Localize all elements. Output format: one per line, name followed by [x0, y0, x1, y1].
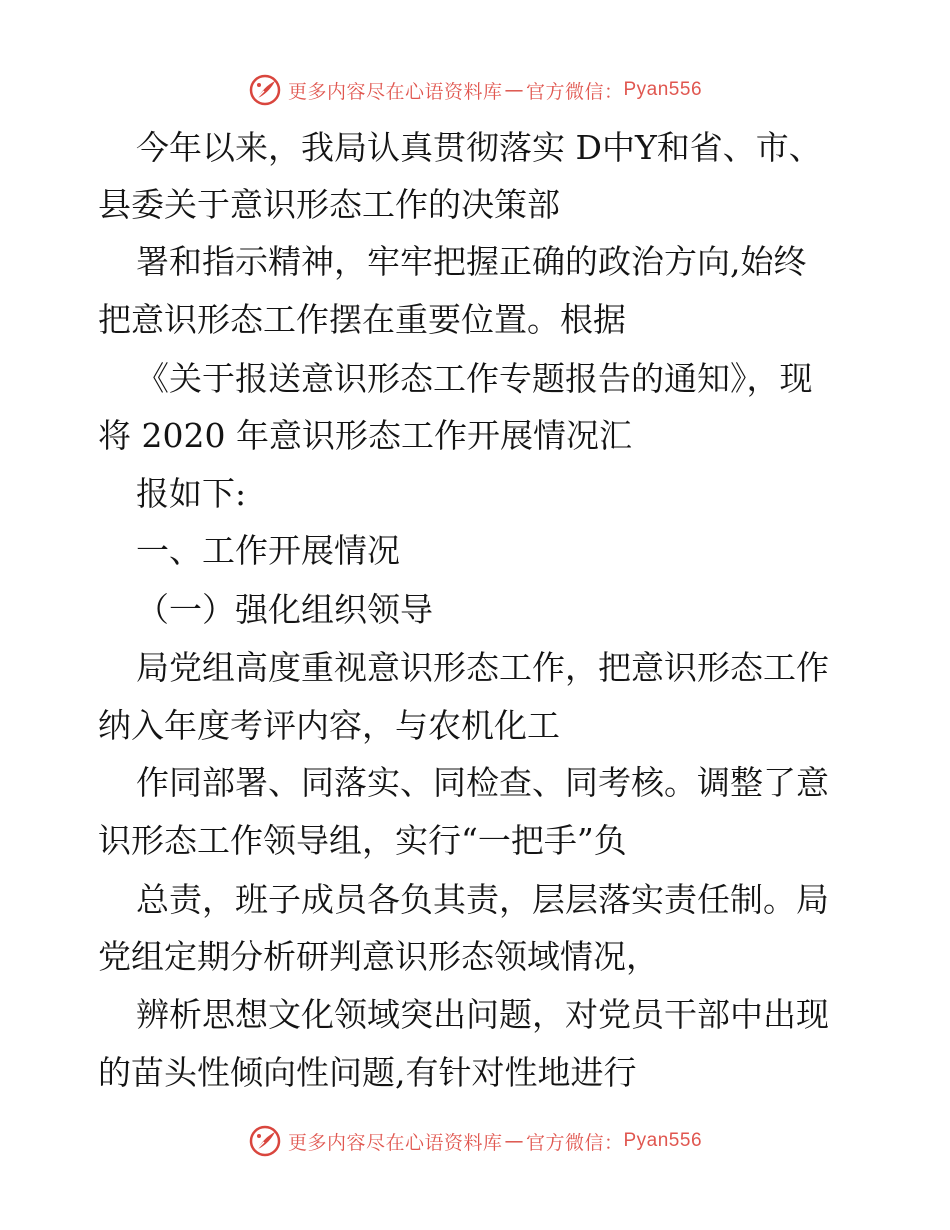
text-line: 作同部署、同落实、同检查、同考核。调整了意	[136, 763, 829, 802]
text-line: 署和指示精神，牢牢把握正确的政治方向,始终	[136, 242, 807, 281]
watermark-brand: 更多内容尽在心语资料库	[287, 80, 503, 103]
watermark-brand: 更多内容尽在心语资料库	[287, 1131, 503, 1154]
text-line: 《关于报送意识形态工作专题报告的通知》，现	[136, 359, 813, 398]
text-line: 总责，班子成员各负其责，层层落实责任制。局	[136, 880, 829, 919]
feather-pen-logo-icon	[248, 73, 282, 107]
text-line: 的苗头性倾向性问题,有针对性地进行	[98, 1053, 637, 1092]
feather-pen-logo-icon	[248, 1124, 282, 1158]
watermark-separator: —	[504, 1130, 524, 1152]
text-line: 局党组高度重视意识形态工作，把意识形态工作	[136, 648, 829, 687]
subsection-heading: （一）强化组织领导	[136, 590, 433, 629]
watermark-account: Pyan556	[623, 79, 703, 100]
watermark-wechat-label: 官方微信：	[525, 1131, 624, 1154]
text-line: 报如下:	[136, 474, 247, 513]
watermark-wechat-label: 官方微信：	[525, 80, 624, 103]
text-line: 将 2020 年意识形态工作开展情况汇	[98, 416, 632, 455]
text-line: 识形态工作领导组，实行“一把手”负	[98, 821, 627, 860]
text-line: 党组定期分析研判意识形态领域情况，	[98, 937, 659, 976]
watermark-account: Pyan556	[623, 1130, 703, 1151]
watermark-separator: —	[504, 79, 524, 101]
text-line: 今年以来，我局认真贯彻落实 D中Y和省、市、	[136, 128, 822, 167]
text-line: 把意识形态工作摆在重要位置。根据	[98, 300, 626, 339]
text-line: 纳入年度考评内容，与农机化工	[98, 706, 560, 745]
text-line: 县委关于意识形态工作的决策部	[98, 185, 560, 224]
watermark-banner-top	[0, 73, 950, 107]
watermark-banner-bottom	[0, 1124, 950, 1158]
text-line: 辨析思想文化领域突出问题，对党员干部中出现	[136, 995, 829, 1034]
section-heading: 一、工作开展情况	[136, 531, 400, 570]
